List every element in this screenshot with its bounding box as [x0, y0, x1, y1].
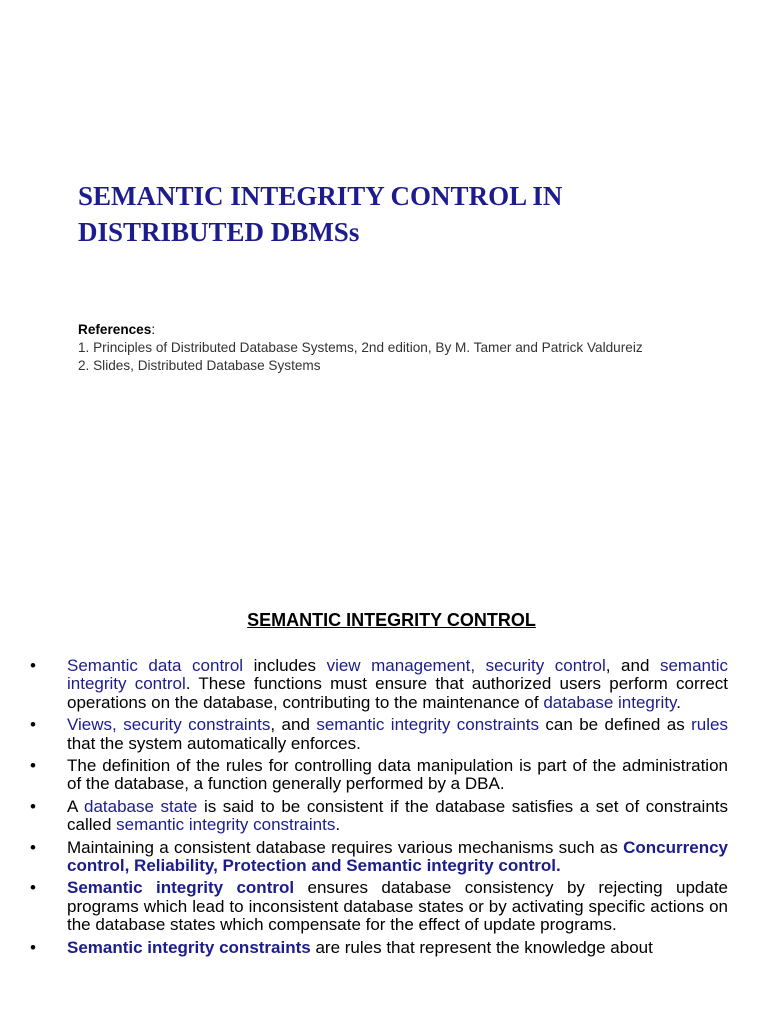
bullet-text: are rules that represent the knowledge about [310, 937, 653, 957]
bullet-dot-icon: • [30, 837, 36, 857]
bullet-item [30, 839, 728, 876]
bullet-text: . [676, 692, 682, 712]
references-block [78, 321, 643, 375]
slide-title-line-1: SEMANTIC INTEGRITY CONTROL IN [78, 181, 563, 211]
reference-item-2: 2. Slides, Distributed Database Systems [78, 358, 321, 373]
bullet-text: can be defined as [538, 715, 692, 735]
bullet-text: , and [270, 715, 317, 735]
references-colon: : [151, 322, 156, 337]
bullet-dot-icon: • [30, 656, 36, 675]
highlighted-term: Semantic integrity control [67, 878, 295, 898]
highlighted-term: semantic integrity constraints [116, 815, 336, 835]
bullet-text: . [335, 815, 341, 835]
highlighted-term: Semantic data control [67, 656, 244, 675]
bullet-text: that the system automatically enforces. [67, 733, 361, 753]
bullet-item [30, 939, 728, 957]
highlighted-term: Views, security constraints [67, 715, 271, 735]
reference-item-1: 1. Principles of Distributed Database Systems, 2nd edition, By M. Tamer and Patrick Valdureiz [78, 340, 643, 355]
references-label: References [78, 322, 152, 337]
highlighted-term: semantic integrity control [67, 656, 728, 694]
highlighted-term: database integrity [543, 692, 677, 712]
bullet-item [30, 879, 728, 934]
highlighted-term: rules [691, 715, 728, 735]
bullet-list [30, 657, 728, 961]
highlighted-term: Semantic integrity constraints [67, 937, 311, 957]
bullet-text: includes [243, 656, 327, 675]
bullet-dot-icon: • [30, 715, 36, 735]
highlighted-term: database state [83, 796, 198, 816]
bullet-text: . These functions must ensure that authorized users perform correct operations on the database, contributing to the maintenance of [67, 674, 728, 712]
section-heading: SEMANTIC INTEGRITY CONTROL [247, 610, 536, 630]
highlighted-term: Concurrency control, Reliability, Protection and Semantic integrity control. [67, 837, 728, 876]
references-heading [78, 321, 643, 339]
bullet-text: The definition of the rules for controlling data manipulation is part of the administration of the database, a function generally performed by a DBA. [67, 756, 728, 794]
bullet-dot-icon: • [30, 878, 36, 898]
bullet-dot-icon: • [30, 756, 36, 776]
highlighted-term: semantic integrity constraints [316, 715, 539, 735]
bullet-dot-icon: • [30, 937, 36, 957]
bullet-text: A [67, 796, 84, 816]
slide-title-line-2: DISTRIBUTED DBMSs [78, 217, 360, 247]
bullet-item [30, 716, 728, 753]
bullet-text: ensures database consistency by rejecting update programs which lead to inconsistent database states or by activating specific actions on the database states which compensate for the effect of update programs. [67, 878, 728, 935]
slide-title [78, 178, 718, 250]
bullet-text: , and [605, 656, 660, 675]
bullet-item [30, 798, 728, 835]
bullet-item [30, 757, 728, 794]
bullet-item [30, 657, 728, 712]
bullet-text: is said to be consistent if the database satisfies a set of constraints called [67, 796, 729, 835]
highlighted-term: view management, security control [326, 656, 606, 675]
bullet-dot-icon: • [30, 796, 36, 816]
bullet-text: Maintaining a consistent database requires various mechanisms such as [67, 837, 624, 857]
